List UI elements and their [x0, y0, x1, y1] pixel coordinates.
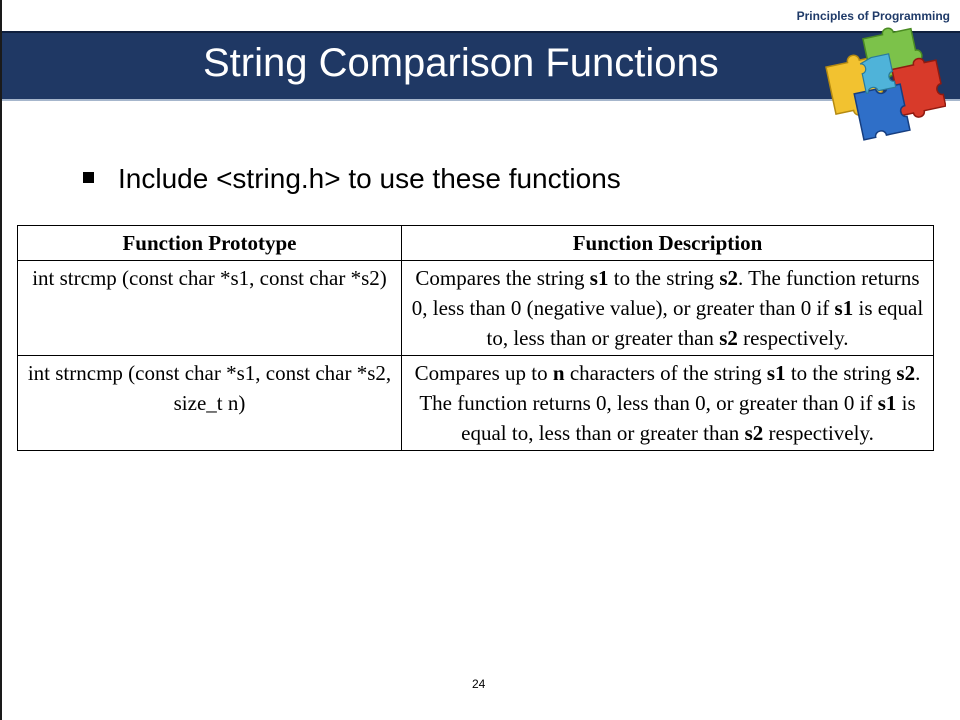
table-row	[18, 261, 934, 356]
page-number: 24	[472, 677, 486, 691]
course-header: Principles of Programming	[796, 9, 950, 23]
puzzle-pieces-icon	[818, 26, 946, 154]
slide-left-border	[0, 0, 2, 720]
header-function-prototype: Function Prototype	[18, 226, 402, 261]
table-row	[18, 356, 934, 451]
square-bullet-icon	[83, 172, 94, 183]
prototype-cell: int strncmp (const char *s1, const char *s2, size_t n)	[18, 356, 402, 451]
header-function-description: Function Description	[402, 226, 934, 261]
description-cell: Compares up to n characters of the string s1 to the string s2. The function returns 0, less than 0, or greater than 0 if s1 is equal to, less than or greater than s2 respectively.	[402, 356, 934, 451]
slide-title: String Comparison Functions	[203, 41, 719, 85]
function-table	[17, 225, 934, 451]
description-cell: Compares the string s1 to the string s2. The function returns 0, less than 0 (negative value), or greater than 0 if s1 is equal to, less than or greater than s2 respectively.	[402, 261, 934, 356]
prototype-cell: int strcmp (const char *s1, const char *s2)	[18, 261, 402, 356]
table-header-row	[18, 226, 934, 261]
bullet-item	[83, 163, 621, 195]
bullet-text: Include <string.h> to use these functions	[118, 163, 621, 194]
